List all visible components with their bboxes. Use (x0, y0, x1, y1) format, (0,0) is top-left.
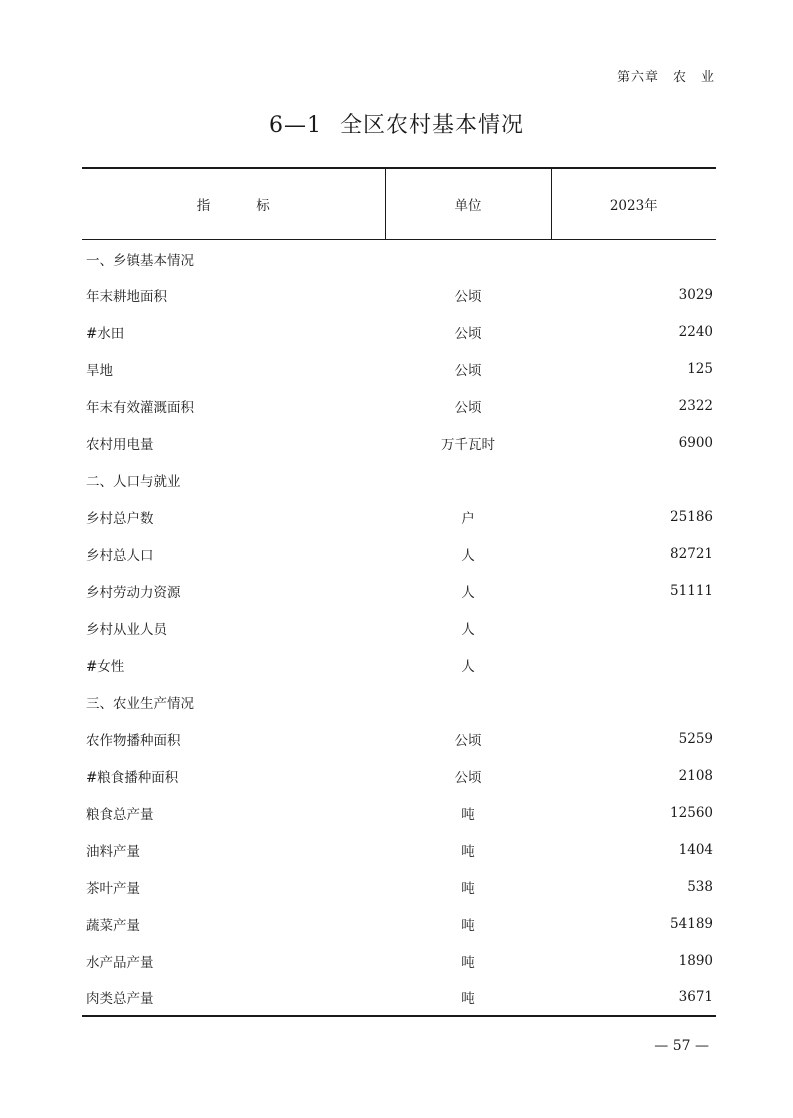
row-value: 82721 (670, 545, 713, 562)
row-value: 3671 (551, 979, 716, 1016)
table-row (82, 350, 716, 387)
row-indicator: 乡村总人口 (86, 547, 154, 564)
row-indicator: 旱地 (86, 362, 113, 379)
row-unit: 公顷 (454, 399, 482, 416)
table-row (82, 868, 716, 905)
table-row (82, 535, 716, 572)
row-value: 25186 (670, 508, 713, 525)
table-row (82, 313, 716, 350)
row-unit: 公顷 (454, 325, 482, 342)
table-row (82, 646, 716, 683)
table-row (82, 794, 716, 831)
table-row (82, 831, 716, 868)
table-row (82, 498, 716, 535)
row-value (551, 239, 716, 276)
row-value (551, 646, 716, 683)
table-row (82, 979, 716, 1016)
row-unit: 公顷 (454, 362, 482, 379)
table-row (82, 461, 716, 498)
row-unit: 吨 (461, 954, 475, 971)
row-unit (385, 461, 551, 498)
table-row (82, 387, 716, 424)
row-indicator: #粮食播种面积 (86, 769, 179, 786)
header-indicator-b: 标 (256, 197, 270, 214)
row-value: 125 (687, 360, 713, 377)
row-value: 2108 (678, 767, 713, 784)
header-indicator (82, 168, 385, 239)
row-unit: 吨 (461, 843, 475, 860)
row-indicator: 粮食总产量 (86, 806, 154, 823)
table-row (82, 905, 716, 942)
row-unit (385, 239, 551, 276)
running-head: 第六章 农 业 (616, 70, 715, 85)
row-indicator: 二、人口与就业 (86, 473, 181, 490)
row-value: 6900 (678, 434, 713, 451)
row-indicator: 肉类总产量 (82, 979, 385, 1016)
row-indicator: 三、农业生产情况 (86, 695, 194, 712)
row-value: 1404 (678, 841, 713, 858)
table-row (82, 276, 716, 313)
row-unit (385, 683, 551, 720)
row-indicator: 茶叶产量 (86, 880, 140, 897)
row-unit: 人 (461, 584, 475, 601)
row-indicator: 年末有效灌溉面积 (86, 399, 194, 416)
row-indicator: #水田 (86, 325, 125, 342)
row-unit: 公顷 (454, 288, 482, 305)
table-row (82, 239, 716, 276)
row-unit: 户 (461, 510, 475, 527)
page-number: — 57 — (654, 1038, 709, 1054)
header-unit: 单位 (385, 168, 551, 239)
row-value: 51111 (670, 582, 713, 599)
row-unit: 吨 (461, 917, 475, 934)
row-value: 5259 (678, 730, 713, 747)
table-row (82, 942, 716, 979)
row-unit: 吨 (461, 880, 475, 897)
row-unit: 公顷 (454, 769, 482, 786)
row-unit: 吨 (461, 806, 475, 823)
table-number: 6—1 (268, 113, 322, 138)
row-value: 12560 (670, 804, 713, 821)
header-indicator-a: 指 (196, 197, 211, 214)
row-value: 2240 (678, 323, 713, 340)
row-indicator: 农村用电量 (86, 436, 154, 453)
row-value: 1890 (678, 952, 713, 969)
row-indicator: 乡村总户数 (86, 510, 154, 527)
row-value (551, 683, 716, 720)
row-unit: 人 (461, 621, 475, 638)
table-row (82, 609, 716, 646)
table-row (82, 683, 716, 720)
row-indicator: 年末耕地面积 (86, 288, 167, 305)
row-indicator: 乡村从业人员 (86, 621, 167, 638)
row-unit: 公顷 (454, 732, 482, 749)
row-value (551, 609, 716, 646)
row-unit: 吨 (385, 979, 551, 1016)
table-row (82, 572, 716, 609)
row-unit: 万千瓦时 (441, 436, 495, 453)
row-indicator: 蔬菜产量 (86, 917, 140, 934)
row-value: 3029 (678, 286, 713, 303)
table-row (82, 424, 716, 461)
table-row (82, 757, 716, 794)
page-title (0, 108, 793, 139)
row-indicator: 一、乡镇基本情况 (86, 252, 194, 269)
row-indicator: 乡村劳动力资源 (86, 584, 181, 601)
table-row (82, 720, 716, 757)
row-unit: 人 (461, 658, 475, 675)
row-value (551, 461, 716, 498)
header-year: 2023年 (551, 168, 716, 239)
row-value: 54189 (670, 915, 713, 932)
table-header-row (82, 168, 716, 239)
row-unit: 人 (461, 547, 475, 564)
stats-table (82, 167, 716, 1017)
row-indicator: 水产品产量 (86, 954, 154, 971)
row-value: 538 (687, 878, 713, 895)
row-value: 2322 (678, 397, 713, 414)
row-indicator: 油料产量 (86, 843, 140, 860)
row-indicator: 农作物播种面积 (86, 732, 181, 749)
row-indicator: #女性 (86, 658, 125, 675)
table-title-text: 全区农村基本情况 (339, 113, 524, 138)
